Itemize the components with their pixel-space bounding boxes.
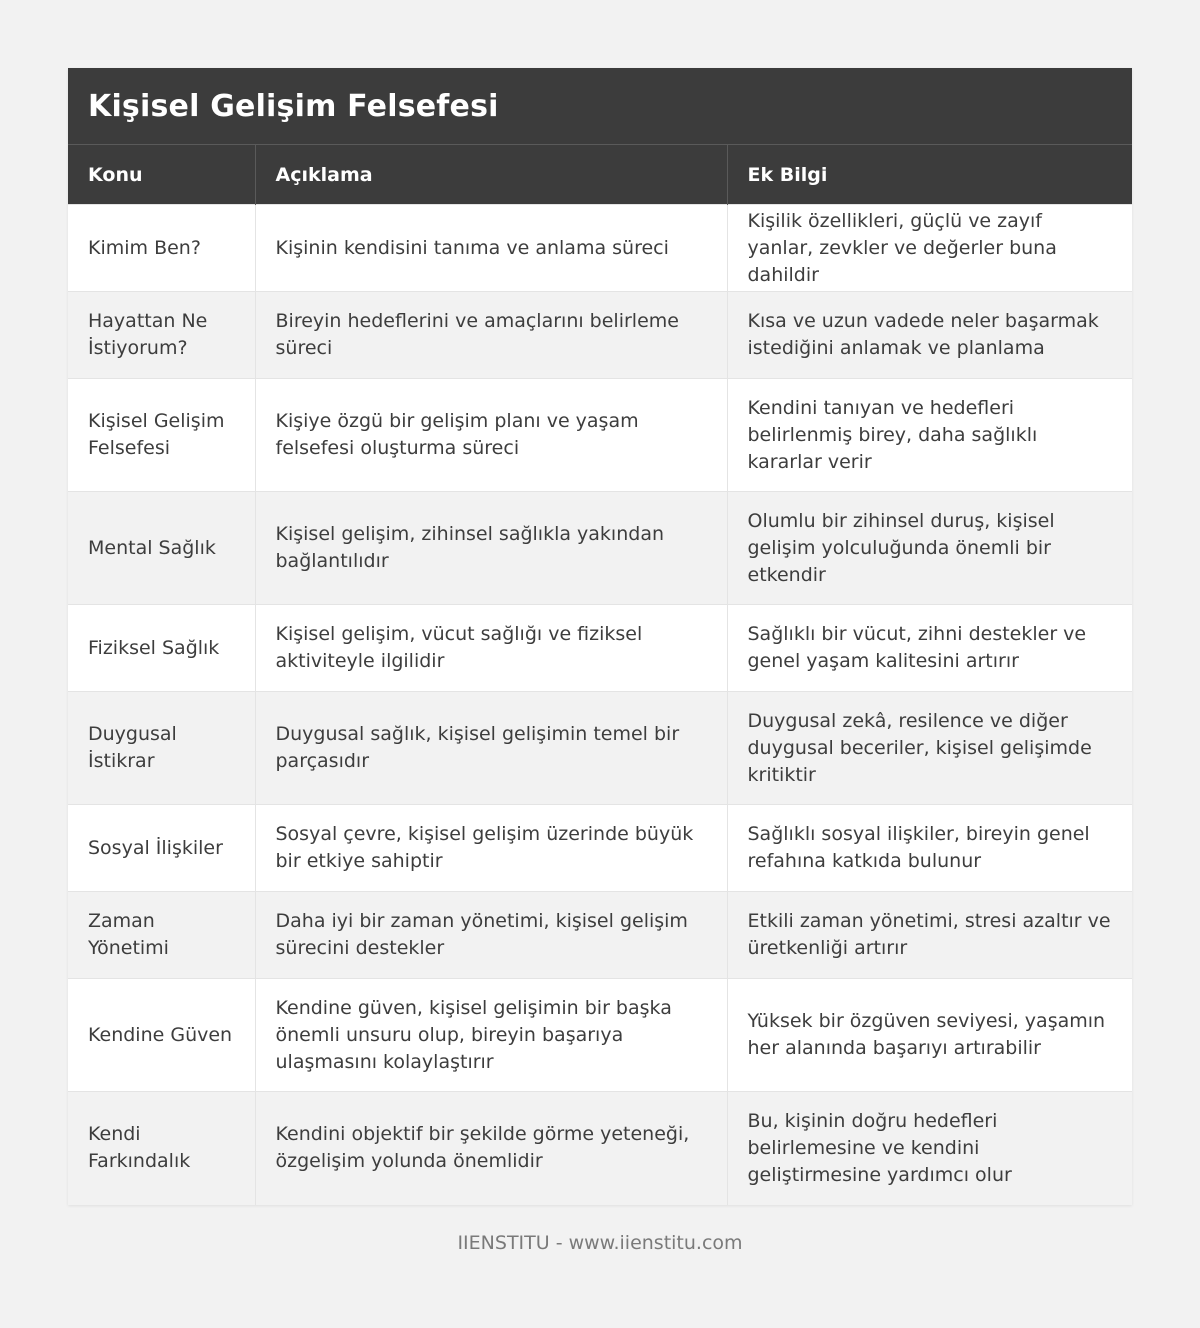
cell-aciklama: Daha iyi bir zaman yönetimi, kişisel gelişim sürecini destekler [255, 892, 727, 979]
cell-aciklama: Kişinin kendisini tanıma ve anlama süreci [255, 205, 727, 292]
table-row [68, 379, 1132, 492]
cell-konu: Fiziksel Sağlık [68, 605, 255, 692]
cell-konu: Kişisel Gelişim Felsefesi [68, 379, 255, 492]
cell-ek-bilgi: Kendini tanıyan ve hedefleri belirlenmiş birey, daha sağlıklı kararlar verir [727, 379, 1132, 492]
table-row [68, 892, 1132, 979]
table-row [68, 692, 1132, 805]
column-header-aciklama: Açıklama [255, 145, 727, 205]
cell-ek-bilgi: Sağlıklı bir vücut, zihni destekler ve genel yaşam kalitesini artırır [727, 605, 1132, 692]
cell-konu: Kendi Farkındalık [68, 1092, 255, 1205]
header-row [68, 145, 1132, 205]
table-row [68, 605, 1132, 692]
column-header-ek-bilgi: Ek Bilgi [727, 145, 1132, 205]
cell-aciklama: Kendine güven, kişisel gelişimin bir başka önemli unsuru olup, bireyin başarıya ulaşmasını kolaylaştırır [255, 979, 727, 1092]
table-title: Kişisel Gelişim Felsefesi [68, 68, 1132, 144]
cell-ek-bilgi: Etkili zaman yönetimi, stresi azaltır ve üretkenliği artırır [727, 892, 1132, 979]
cell-aciklama: Kişisel gelişim, vücut sağlığı ve fiziksel aktiviteyle ilgilidir [255, 605, 727, 692]
cell-ek-bilgi: Sağlıklı sosyal ilişkiler, bireyin genel refahına katkıda bulunur [727, 805, 1132, 892]
cell-aciklama: Bireyin hedeflerini ve amaçlarını belirleme süreci [255, 292, 727, 379]
cell-konu: Sosyal İlişkiler [68, 805, 255, 892]
cell-aciklama: Sosyal çevre, kişisel gelişim üzerinde büyük bir etkiye sahiptir [255, 805, 727, 892]
cell-ek-bilgi: Olumlu bir zihinsel duruş, kişisel gelişim yolculuğunda önemli bir etkendir [727, 492, 1132, 605]
cell-ek-bilgi: Kişilik özellikleri, güçlü ve zayıf yanlar, zevkler ve değerler buna dahildir [727, 205, 1132, 292]
cell-ek-bilgi: Bu, kişinin doğru hedefleri belirlemesine ve kendini geliştirmesine yardımcı olur [727, 1092, 1132, 1205]
cell-konu: Zaman Yönetimi [68, 892, 255, 979]
cell-konu: Kendine Güven [68, 979, 255, 1092]
cell-konu: Hayattan Ne İstiyorum? [68, 292, 255, 379]
table-row [68, 979, 1132, 1092]
table-row [68, 492, 1132, 605]
cell-ek-bilgi: Duygusal zekâ, resilence ve diğer duygusal beceriler, kişisel gelişimde kritiktir [727, 692, 1132, 805]
table-row [68, 205, 1132, 292]
table-row [68, 805, 1132, 892]
cell-ek-bilgi: Yüksek bir özgüven seviyesi, yaşamın her alanında başarıyı artırabilir [727, 979, 1132, 1092]
cell-aciklama: Kişiye özgü bir gelişim planı ve yaşam felsefesi oluşturma süreci [255, 379, 727, 492]
cell-aciklama: Kendini objektif bir şekilde görme yeteneği, özgelişim yolunda önemlidir [255, 1092, 727, 1205]
data-table [68, 144, 1132, 1205]
cell-konu: Mental Sağlık [68, 492, 255, 605]
table-row [68, 292, 1132, 379]
cell-konu: Kimim Ben? [68, 205, 255, 292]
table-row [68, 1092, 1132, 1205]
cell-konu: Duygusal İstikrar [68, 692, 255, 805]
footer-credit: IIENSTITU - www.iienstitu.com [457, 1232, 743, 1254]
column-header-konu: Konu [68, 145, 255, 205]
cell-aciklama: Duygusal sağlık, kişisel gelişimin temel bir parçasıdır [255, 692, 727, 805]
table-card [68, 68, 1132, 1205]
cell-ek-bilgi: Kısa ve uzun vadede neler başarmak istediğini anlamak ve planlama [727, 292, 1132, 379]
cell-aciklama: Kişisel gelişim, zihinsel sağlıkla yakından bağlantılıdır [255, 492, 727, 605]
